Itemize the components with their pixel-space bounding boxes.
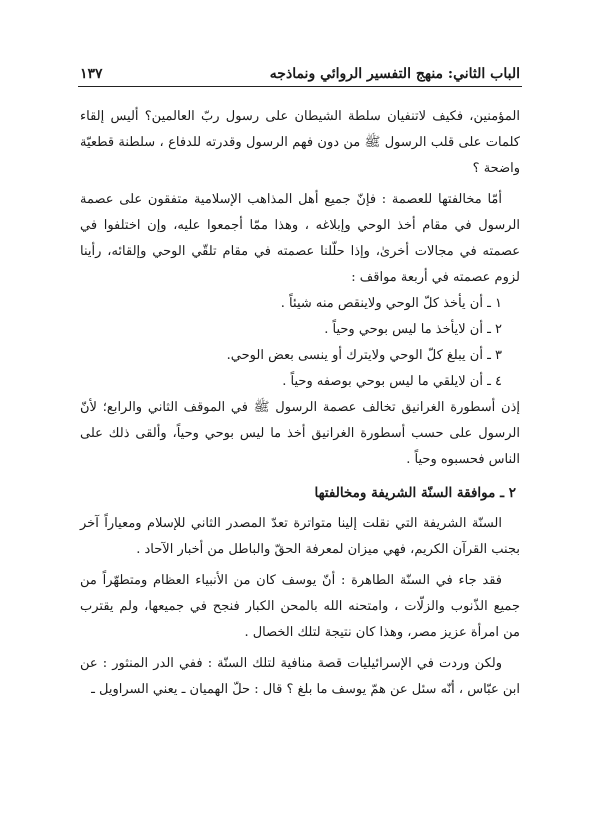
paragraph: أمّا مخالفتها للعصمة : فإنّ جميع أهل المذاهب الإسلامية متفقون على عصمة الرسول في مقام أخذ الوحي وإبلاغه ، وهذا ممّا أجمعوا عليه، وإن اختلفوا في عصمته في مجالات أخرىٰ، وإذا حلّلنا عصمته في مقام تلقّي الوحي وإلقائه، رأينا لزوم عصمته في أربعة مواقف : <box>80 192 520 285</box>
position-list <box>80 291 520 395</box>
section-heading: ٢ ـ موافقة السنّة الشريفة ومخالفتها <box>314 485 516 501</box>
list-item: ١ ـ أن يأخذ كلّ الوحي ولاينقص منه شيئاً . <box>280 296 502 311</box>
paragraph: المؤمنين، فكيف لاتنفيان سلطة الشيطان على رسول ربّ العالمين؟ أليس إلقاء كلمات على قلب الرسول ﷺ من دون فهم الرسول وقدرته للدفاع ، سلطنة قطعيّة واضحة ؟ <box>80 109 520 176</box>
paragraph: ولكن وردت في الإسرائيليات قصة منافية لتلك السنّة : ففي الدر المنثور : عن ابن عبّاس ، أنّه سئل عن همّ يوسف ما بلغ ؟ قال : حلّ الهميان ـ يعني السراويل ـ <box>80 656 520 697</box>
header-divider <box>78 86 522 87</box>
paragraph: فقد جاء في السنّة الطاهرة : أنّ يوسف كان من الأنبياء العظام ومتطهّراً من جميع الذّنوب والزلّات ، وامتحنه الله بالمحن الكبار فنجح في جميعها، ولم يقترب من امرأة عزيز مصر، وهذا كان نتيجة لتلك الخصال . <box>80 573 520 640</box>
page-number: ١٣٧ <box>80 66 103 82</box>
list-item: ٣ ـ أن يبلغ كلّ الوحي ولايترك أو ينسى بعض الوحي. <box>226 348 502 363</box>
list-item: ٤ ـ أن لايلقي ما ليس بوحي بوصفه وحياً . <box>282 374 502 389</box>
running-header <box>80 60 520 82</box>
chapter-title: الباب الثاني: منهج التفسير الروائي ونماذجه <box>269 66 520 82</box>
paragraph: إذن أسطورة الغرانيق تخالف عصمة الرسول ﷺ في الموقف الثاني والرابع؛ لأنّ الرسول على حسب أسطورة الغرانيق أخذ ما ليس بوحي وحياً، وألقى ذلك على الناس فحسبوه وحياً . <box>80 400 520 467</box>
page-body <box>80 104 520 703</box>
list-item: ٢ ـ أن لايأخذ ما ليس بوحي وحياً . <box>324 322 502 337</box>
paragraph: السنّة الشريفة التي نقلت إلينا متواترة تعدّ المصدر الثاني للإسلام ومعياراً آخر بجنب القرآن الكريم، فهي ميزان لمعرفة الحقّ والباطل من أخبار الآحاد . <box>80 516 520 557</box>
